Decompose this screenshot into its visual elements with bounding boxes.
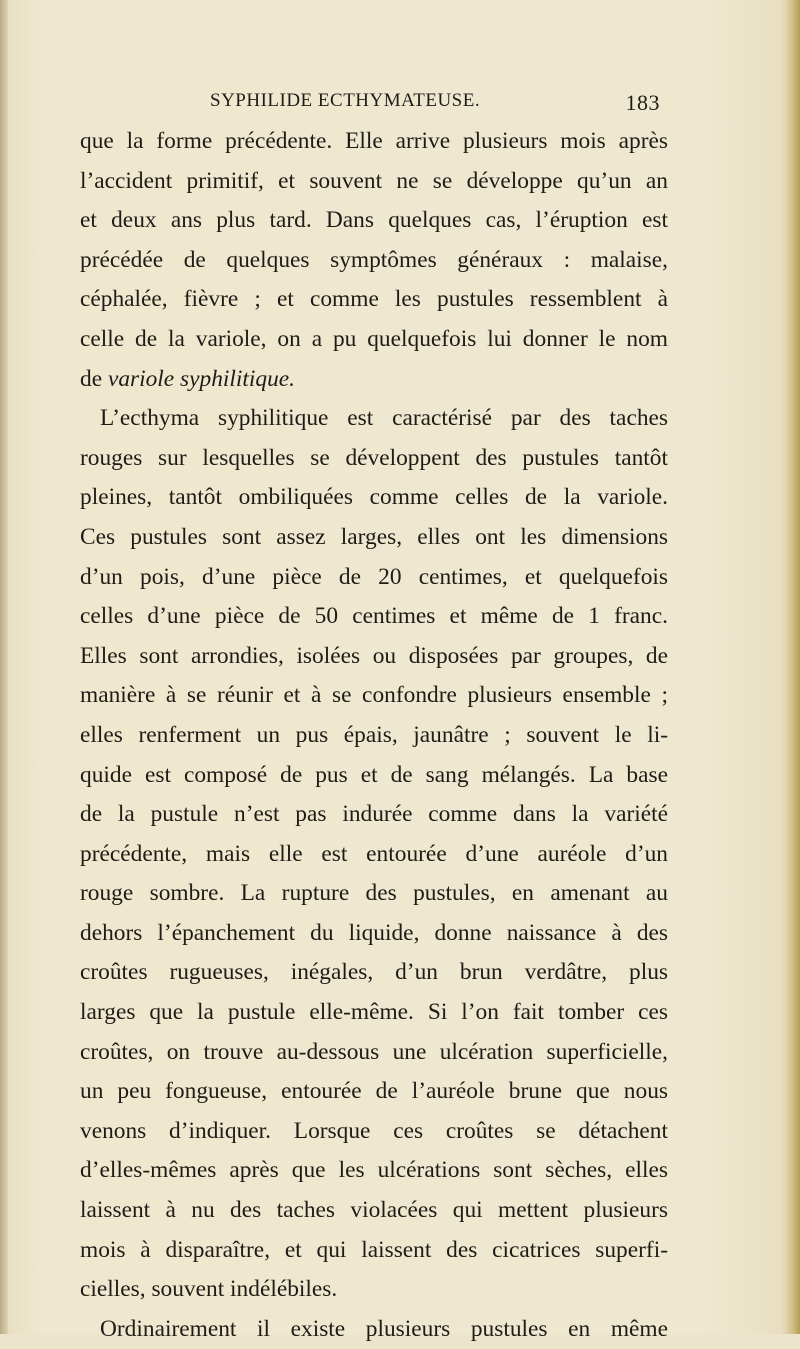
text-line: rouges sur lesquelles se développent des pustules tantôt: [80, 444, 668, 471]
running-title: SYPHILIDE ECTHYMATEUSE.: [210, 90, 481, 111]
page-number: 183: [625, 90, 660, 115]
page-gutter: [0, 0, 8, 1334]
text-line: rouge sombre. La rupture des pustules, en amenant au: [80, 880, 668, 907]
text-line: laissent à nu des taches violacées qui mettent plusieurs: [80, 1197, 668, 1224]
text-line: croûtes, on trouve au-dessous une ulcération superficielle,: [80, 1038, 668, 1065]
text-line: un peu fongueuse, entourée de l’auréole brune que nous: [80, 1078, 668, 1105]
paragraph-start: Ordinairement il existe plusieurs pustules en même: [100, 1315, 668, 1342]
text-line: d’elles-mêmes après que les ulcérations sont sèches, elles: [80, 1157, 668, 1184]
text-line: elles renferment un pus épais, jaunâtre ; souvent le li-: [80, 721, 668, 748]
paragraph-start: L’ecthyma syphilitique est caractérisé par des taches: [100, 405, 668, 432]
body-text: [80, 122, 668, 1349]
text-line: cielles, souvent indélébiles.: [80, 1276, 338, 1303]
text-line: précédée de quelques symptômes généraux : malaise,: [80, 246, 668, 273]
text-line: larges que la pustule elle-même. Si l’on fait tomber ces: [80, 999, 668, 1026]
text-line: venons d’indiquer. Lorsque ces croûtes se détachent: [80, 1117, 668, 1144]
running-head: [210, 90, 680, 114]
text-line: croûtes rugueuses, inégales, d’un brun verdâtre, plus: [80, 959, 668, 986]
text-line: et deux ans plus tard. Dans quelques cas, l’éruption est: [80, 207, 668, 234]
text-line: l’accident primitif, et souvent ne se développe qu’un an: [80, 167, 668, 194]
text-line: de la pustule n’est pas indurée comme dans la variété: [80, 801, 668, 828]
text-line: pleines, tantôt ombiliquées comme celles de la variole.: [80, 484, 668, 511]
text-line: céphalée, fièvre ; et comme les pustules ressemblent à: [80, 286, 668, 313]
text-line: mois à disparaître, et qui laissent des cicatrices superfi-: [80, 1236, 668, 1263]
italic-term: variole syphilitique.: [107, 365, 296, 392]
text-line: manière à se réunir et à se confondre plusieurs ensemble ;: [80, 682, 668, 709]
text-fragment: de: [80, 365, 103, 392]
text-line: Ces pustules sont assez larges, elles ont les dimensions: [80, 523, 668, 550]
text-line: celle de la variole, on a pu quelquefois lui donner le nom: [80, 325, 668, 352]
page-edge: [786, 0, 800, 1334]
text-line: précédente, mais elle est entourée d’une auréole d’un: [80, 840, 668, 867]
text-line: d’un pois, d’une pièce de 20 centimes, et quelquefois: [80, 563, 668, 590]
text-line: que la forme précédente. Elle arrive plusieurs mois après: [80, 128, 668, 154]
text-line: Elles sont arrondies, isolées ou disposées par groupes, de: [80, 642, 668, 669]
text-line: dehors l’épanchement du liquide, donne naissance à des: [80, 919, 668, 946]
text-line: quide est composé de pus et de sang mélangés. La base: [80, 761, 668, 788]
text-line: celles d’une pièce de 50 centimes et même de 1 franc.: [80, 603, 668, 630]
text-line-with-italic: [80, 360, 668, 400]
